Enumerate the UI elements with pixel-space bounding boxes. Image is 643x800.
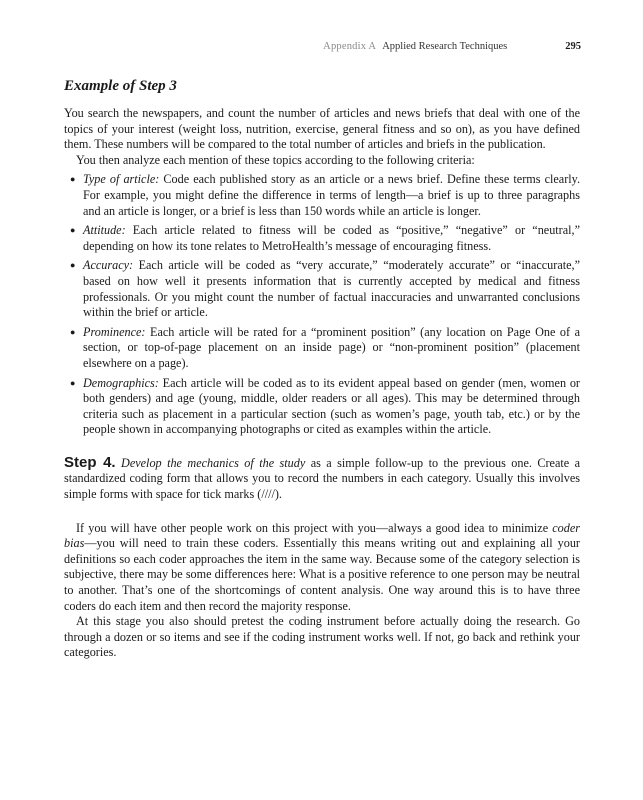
page-number: 295: [565, 41, 581, 52]
coders-emphasis: coder bias: [64, 520, 580, 551]
criterion-term: Attitude:: [83, 223, 126, 238]
criterion-text: Each article will be coded as “very accurate,” “moderately accurate” or “inaccurate,” based on how well it presents information that is currently accepted by medical and fitness professionals. Or you might count the number of factual inaccuracies and unwarranted conclusions within the brief or article.: [83, 258, 580, 320]
criterion-text: Code each published story as an article or a news brief. Define these terms clearly. For example, you might define the difference in terms of length—a brief is up to three paragraphs and an article is longer, or a brief is less than 150 words while an article is longer.: [83, 172, 580, 218]
list-item: [64, 258, 580, 320]
list-item: [64, 172, 580, 219]
criteria-list: [64, 172, 580, 438]
bullet-icon: ●: [70, 260, 76, 271]
step4-text: as a simple follow-up to the previous one. Create a standardized coding form that allows you to record the numbers in each category. Usually this involves simple forms with space for tick marks (////).: [64, 455, 580, 502]
criterion-text: Each article will be coded as to its evident appeal based on gender (men, women or both genders) and age (young, middle, older readers or all ages). This may be determined through criteria such as placement in a particular section (such as women’s page, youth tab, etc.) or by the people shown in accompanying photographs or cited as examples within the article.: [83, 375, 580, 437]
paragraph-gap: [64, 503, 580, 521]
criterion-term: Type of article:: [83, 172, 160, 187]
step4-emphasis: Develop the mechanics of the study: [121, 455, 306, 470]
step4-paragraph: [64, 455, 580, 503]
list-item: [64, 325, 580, 372]
header-appendix-label: Appendix A: [323, 41, 377, 52]
coders-text-after: —you will need to train these coders. Essentially this means writing out and explaining all your definitions so each coder approaches the item in the same way. Because some of the category selection is subjective, there may be some differences here: What is a positive reference to one person may be neutral to another. That’s one of the shortcomings of content analysis. One way around this is to have three coders do each item and then record the majority response.: [64, 536, 580, 613]
page-body: [64, 76, 580, 661]
list-item: [64, 223, 580, 254]
criterion-text: Each article will be rated for a “prominent position” (any location on Page One of a section, or top-of-page placement on an inside page) or “non-prominent position” (placement elsewhere on a page).: [83, 324, 580, 370]
bullet-icon: ●: [70, 174, 76, 185]
coders-paragraph: [64, 521, 580, 615]
bullet-icon: ●: [70, 326, 76, 337]
bullet-icon: ●: [70, 225, 76, 236]
bullet-icon: ●: [70, 377, 76, 388]
criterion-term: Demographics:: [83, 375, 159, 390]
criterion-text: Each article related to fitness will be coded as “positive,” “negative” or “neutral,” depending on how its tone relates to MetroHealth’s message of encouraging fitness.: [83, 223, 580, 253]
criterion-term: Accuracy:: [83, 258, 134, 273]
section-heading: Example of Step 3: [64, 78, 177, 94]
list-item: [64, 376, 580, 438]
running-header: [64, 40, 581, 54]
intro-paragraph: You search the newspapers, and count the number of articles and news briefs that deal with one of the topics of your interest (weight loss, nutrition, exercise, general fitness and so on), as you have defined them. These numbers will be compared to the total number of articles and briefs in the publication.: [64, 106, 580, 152]
coders-text-before: If you will have other people work on this project with you—always a good idea to minimize: [76, 520, 553, 535]
header-chapter-title: Applied Research Techniques: [382, 41, 508, 52]
pretest-paragraph: At this stage you also should pretest the coding instrument before actually doing the research. Go through a dozen or so items and see if the coding instrument works well. If not, go back and rethink your categories.: [64, 614, 580, 660]
criteria-lead-paragraph: You then analyze each mention of these topics according to the following criteria:: [76, 152, 475, 167]
step4-label: Step 4.: [64, 453, 116, 471]
criterion-term: Prominence:: [83, 324, 146, 339]
